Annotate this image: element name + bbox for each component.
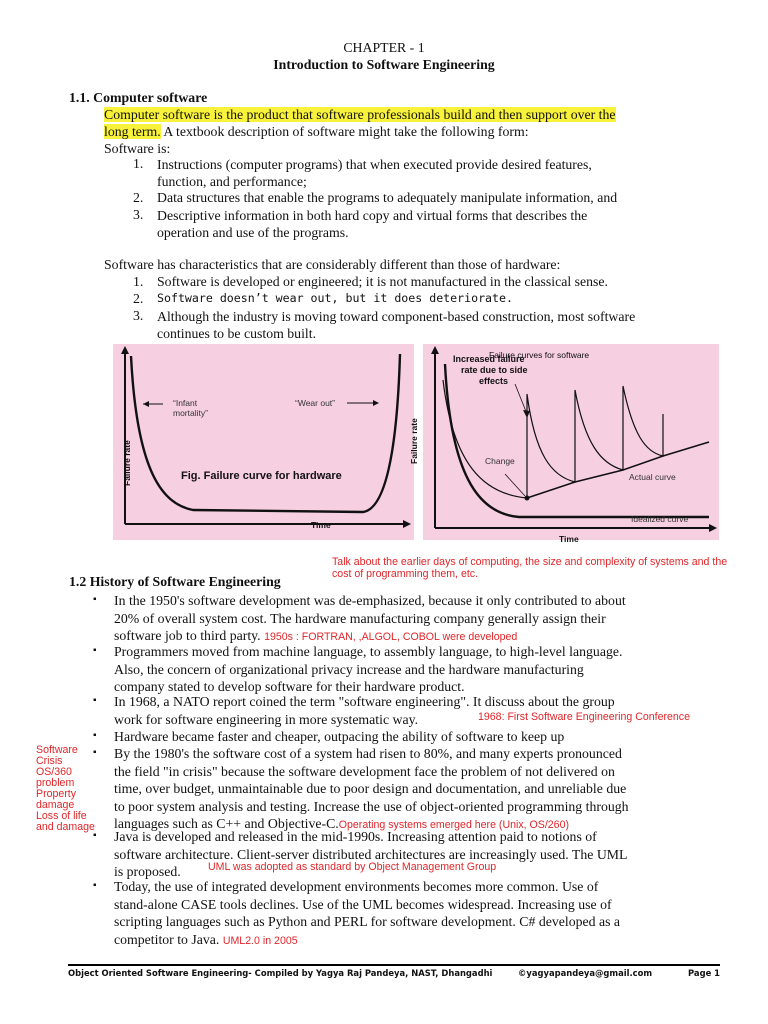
- increased-label: Increased failure: [453, 354, 525, 364]
- list-number: 2.: [133, 190, 144, 205]
- hardware-failure-chart: [113, 344, 414, 540]
- list-number: 1.: [133, 274, 144, 289]
- y-axis-arrow: [431, 346, 439, 354]
- definition-highlight-1: Computer software is the product that software professionals build and then support over the: [104, 107, 616, 122]
- bullet-marker: ▪: [93, 880, 97, 891]
- list-item: Software is developed or engineered; it is not manufactured in the classical sense.: [157, 274, 608, 289]
- software-chart-title: Failure curves for software: [489, 350, 590, 360]
- infant-label: mortality”: [173, 408, 208, 418]
- bullet-marker: ▪: [93, 594, 97, 605]
- history-bullet-today: Today, the use of integrated development environments becomes more common. Use of stand-alone CASE tools declines. Use of the UML becomes widespread. Increasing use of scripting languages such as Python and PERL for software development. C# developed as a competitor to Java. UML2.0 in 2005: [114, 879, 621, 947]
- crisis-margin-note: Software Crisis OS/360 problem Property damage Loss of life and damage: [36, 744, 95, 833]
- history-bullet-languages: Programmers moved from machine language, to assembly language, to high-level language. Also, the concern of organizational privacy increase and the hardware manufacturing company stated to develop software for their hardware product.: [114, 644, 623, 694]
- history-bullet-hardware: Hardware became faster and cheaper, outpacing the ability of software to keep up: [114, 729, 565, 744]
- definition-highlight-2: long term.: [104, 124, 161, 139]
- footer-credit: Object Oriented Software Engineering- Compiled by Yagya Raj Pandeya, NAST, Dhangadhi: [68, 968, 493, 978]
- change-pointer: [505, 474, 525, 496]
- definition-rest: A textbook description of software might take the following form:: [160, 124, 529, 139]
- idealized-curve: [445, 364, 709, 517]
- note-1950s: 1950s : FORTRAN, ,ALGOL, COBOL were developed: [264, 631, 518, 643]
- x-axis-label: Time: [559, 534, 579, 544]
- change-label: Change: [485, 456, 515, 466]
- infant-pointer-arrow: [143, 401, 149, 407]
- section-heading-1-1: 1.1. Computer software: [69, 90, 208, 105]
- increased-label: effects: [479, 376, 509, 386]
- page-footer: [68, 964, 720, 978]
- idealized-curve-label: Idealized curve: [631, 514, 689, 524]
- bullet-marker: ▪: [93, 695, 97, 706]
- wear-out-pointer-arrow: [373, 400, 379, 406]
- y-axis-label: Failure rate: [409, 418, 419, 464]
- x-axis-arrow: [403, 520, 411, 528]
- actual-curve-label: Actual curve: [629, 472, 676, 482]
- page-title: Introduction to Software Engineering: [273, 57, 495, 72]
- history-bullet-1968: In 1968, a NATO report coined the term "software engineering". It discuss about the group work for software engineering in more systematic way.: [114, 694, 615, 727]
- section-heading-1-2: 1.2 History of Software Engineering: [69, 574, 281, 589]
- note-uml2: UML2.0 in 2005: [222, 934, 298, 947]
- talk-note: Talk about the earlier days of computing, the size and complexity of systems and the cost of programming them, etc.: [332, 556, 728, 580]
- chapter-label: CHAPTER - 1: [343, 40, 425, 55]
- y-axis-arrow: [121, 346, 129, 354]
- bullet-marker: ▪: [93, 645, 97, 656]
- characteristics-intro: Software has characteristics that are considerably different than those of hardware:: [104, 257, 561, 272]
- increased-pointer-arrow: [523, 410, 530, 418]
- list-item: Data structures that enable the programs to adequately manipulate information, and: [157, 190, 618, 205]
- increased-label: rate due to side: [461, 365, 528, 375]
- bullet-marker: ▪: [93, 830, 97, 841]
- list-item: Software doesn’t wear out, but it does deteriorate.: [157, 291, 513, 305]
- bullet-marker: ▪: [93, 747, 97, 758]
- list-item: Descriptive information in both hard copy and virtual forms that describes the operation and use of the programs.: [157, 208, 588, 240]
- hardware-failure-svg: [113, 344, 414, 540]
- hardware-caption: Fig. Failure curve for hardware: [181, 470, 342, 482]
- list-number: 1.: [133, 156, 144, 171]
- list-number: 3.: [133, 308, 144, 323]
- y-axis-label: Failure rate: [122, 440, 132, 486]
- bathtub-curve: [131, 354, 400, 512]
- footer-page-number: Page 1: [688, 968, 720, 978]
- x-axis-arrow: [709, 524, 717, 532]
- history-bullet-1950s: In the 1950's software development was de-emphasized, because it only contributed to about 20% of overall system cost. The hardware manufacturing company generally assign their software job to third party. 1950s : FORTRAN, ,ALGOL, COBOL were developed: [114, 593, 626, 643]
- bullet-marker: ▪: [93, 730, 97, 741]
- definition-paragraph: [104, 106, 698, 157]
- wear-out-label: “Wear out”: [295, 398, 335, 408]
- list-number: 2.: [133, 291, 144, 306]
- note-1968: 1968: First Software Engineering Conference: [478, 711, 690, 723]
- list-item: Instructions (computer programs) that when executed provide desired features, function, and performance;: [157, 157, 592, 189]
- history-bullet-java: Java is developed and released in the mid-1990s. Increasing attention paid to notions of software architecture. Client-server distributed architectures are increasingly used. The UML is proposed.: [114, 829, 628, 879]
- infant-label: “Infant: [173, 398, 198, 408]
- list-item: Although the industry is moving toward component-based construction, most software continues to be custom built.: [157, 309, 636, 341]
- note-uml: UML was adopted as standard by Object Management Group: [208, 861, 497, 873]
- software-failure-svg: [409, 344, 719, 544]
- footer-email: ©yagyapandeya@gmail.com: [518, 968, 653, 978]
- change-point: [525, 496, 530, 501]
- software-is-label: Software is:: [104, 141, 171, 156]
- history-bullet-1980s: By the 1980's the software cost of a system had risen to 80%, and many experts pronounced the field "in crisis" because the software development face the problem of not delivered on time, over budget, unmaintainable due to poor design and documentation, and unreliable due to poor system analysis and testing. Increase the use of object-oriented programming through languages such as C++ and Objective-C.Operating systems emerged here (Unix, OS/260): [114, 746, 629, 831]
- increased-pointer: [515, 384, 527, 414]
- x-axis-label: Time: [311, 520, 331, 530]
- software-failure-chart: [409, 344, 719, 544]
- note-os: Operating systems emerged here (Unix, OS/260): [338, 819, 569, 831]
- list-number: 3.: [133, 207, 144, 222]
